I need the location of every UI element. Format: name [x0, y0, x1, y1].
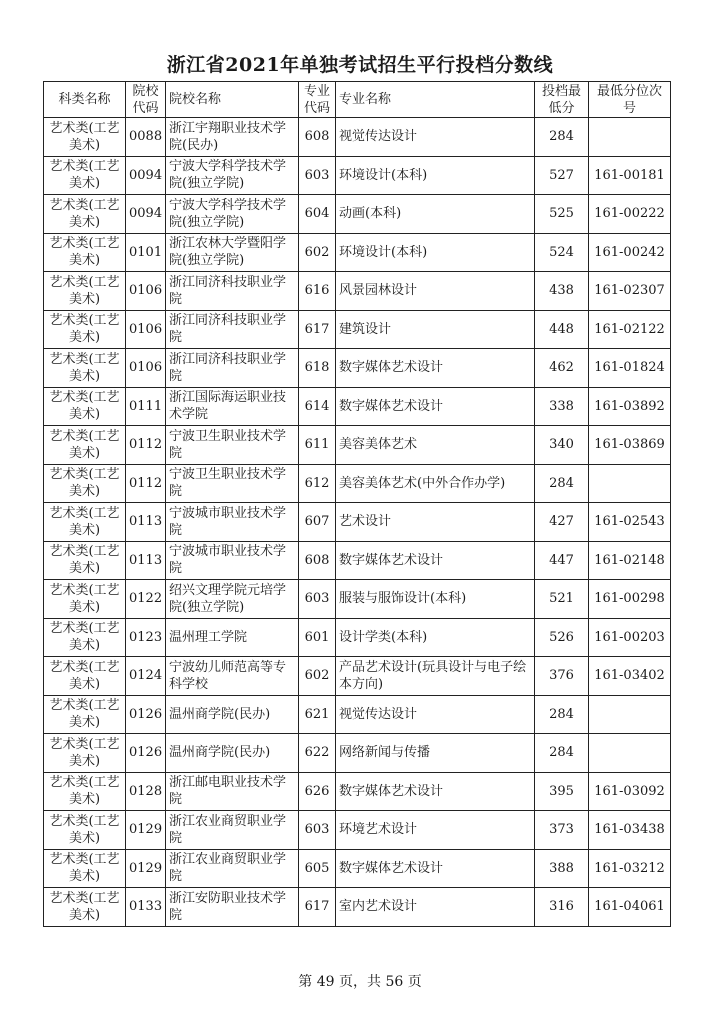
min-score-cell: 284	[535, 464, 589, 503]
major-name-cell: 美容美体艺术(中外合作办学)	[336, 464, 535, 503]
min-rank-cell: 161-02122	[589, 310, 671, 349]
page-footer: 第 49 页，共 56 页	[298, 974, 422, 990]
major-name-cell: 建筑设计	[336, 310, 535, 349]
min-rank-cell: 161-00222	[589, 195, 671, 234]
header-min-score: 投档最低分	[535, 82, 589, 118]
school-code-cell: 0124	[126, 657, 166, 696]
table-row	[44, 695, 671, 734]
category-cell: 艺术类(工艺美术)	[44, 503, 126, 542]
header-category: 科类名称	[44, 82, 126, 118]
school-code-cell: 0106	[126, 272, 166, 311]
school-name-cell: 浙江邮电职业技术学院	[166, 772, 299, 811]
school-name-cell: 温州理工学院	[166, 618, 299, 657]
category-cell: 艺术类(工艺美术)	[44, 233, 126, 272]
table-row	[44, 195, 671, 234]
school-name-cell: 浙江农业商贸职业学院	[166, 811, 299, 850]
table-row	[44, 580, 671, 619]
major-code-cell: 616	[299, 272, 336, 311]
major-name-cell: 数字媒体艺术设计	[336, 349, 535, 388]
major-name-cell: 环境艺术设计	[336, 811, 535, 850]
school-name-cell: 浙江农林大学暨阳学院(独立学院)	[166, 233, 299, 272]
major-name-cell: 环境设计(本科)	[336, 156, 535, 195]
major-code-cell: 602	[299, 657, 336, 696]
major-name-cell: 设计学类(本科)	[336, 618, 535, 657]
min-rank-cell: 161-04061	[589, 888, 671, 927]
min-score-cell: 447	[535, 541, 589, 580]
major-code-cell: 607	[299, 503, 336, 542]
min-rank-cell	[589, 734, 671, 773]
major-code-cell: 602	[299, 233, 336, 272]
table-row	[44, 657, 671, 696]
min-rank-cell: 161-02307	[589, 272, 671, 311]
min-score-cell: 388	[535, 849, 589, 888]
min-rank-cell	[589, 695, 671, 734]
min-rank-cell: 161-02148	[589, 541, 671, 580]
min-rank-cell: 161-01824	[589, 349, 671, 388]
table-row	[44, 849, 671, 888]
min-rank-cell	[589, 118, 671, 157]
table-row	[44, 156, 671, 195]
min-score-cell: 427	[535, 503, 589, 542]
min-score-cell: 462	[535, 349, 589, 388]
school-name-cell: 浙江同济科技职业学院	[166, 310, 299, 349]
min-score-cell: 340	[535, 426, 589, 465]
school-code-cell: 0123	[126, 618, 166, 657]
school-name-cell: 宁波城市职业技术学院	[166, 503, 299, 542]
table-row	[44, 888, 671, 927]
table-row	[44, 118, 671, 157]
school-code-cell: 0106	[126, 310, 166, 349]
header-min-rank: 最低分位次号	[589, 82, 671, 118]
min-score-cell: 527	[535, 156, 589, 195]
min-rank-cell: 161-03402	[589, 657, 671, 696]
school-code-cell: 0128	[126, 772, 166, 811]
category-cell: 艺术类(工艺美术)	[44, 349, 126, 388]
major-code-cell: 604	[299, 195, 336, 234]
category-cell: 艺术类(工艺美术)	[44, 195, 126, 234]
school-code-cell: 0126	[126, 695, 166, 734]
category-cell: 艺术类(工艺美术)	[44, 387, 126, 426]
table-row	[44, 618, 671, 657]
major-name-cell: 艺术设计	[336, 503, 535, 542]
min-score-cell: 526	[535, 618, 589, 657]
school-code-cell: 0113	[126, 503, 166, 542]
table-row	[44, 541, 671, 580]
school-name-cell: 宁波大学科学技术学院(独立学院)	[166, 195, 299, 234]
min-score-cell: 521	[535, 580, 589, 619]
table-row	[44, 387, 671, 426]
min-rank-cell: 161-03438	[589, 811, 671, 850]
school-code-cell: 0122	[126, 580, 166, 619]
table-row	[44, 233, 671, 272]
major-code-cell: 617	[299, 310, 336, 349]
school-name-cell: 绍兴文理学院元培学院(独立学院)	[166, 580, 299, 619]
school-name-cell: 浙江同济科技职业学院	[166, 349, 299, 388]
header-major-name: 专业名称	[336, 82, 535, 118]
major-code-cell: 608	[299, 541, 336, 580]
school-code-cell: 0129	[126, 811, 166, 850]
table-row	[44, 772, 671, 811]
major-name-cell: 视觉传达设计	[336, 118, 535, 157]
major-name-cell: 视觉传达设计	[336, 695, 535, 734]
major-name-cell: 数字媒体艺术设计	[336, 849, 535, 888]
score-table	[43, 81, 671, 927]
min-rank-cell: 161-00242	[589, 233, 671, 272]
major-name-cell: 服装与服饰设计(本科)	[336, 580, 535, 619]
school-code-cell: 0106	[126, 349, 166, 388]
category-cell: 艺术类(工艺美术)	[44, 811, 126, 850]
school-code-cell: 0112	[126, 426, 166, 465]
min-rank-cell	[589, 464, 671, 503]
table-header-row	[44, 82, 671, 118]
table-row	[44, 734, 671, 773]
min-score-cell: 316	[535, 888, 589, 927]
major-name-cell: 美容美体艺术	[336, 426, 535, 465]
min-rank-cell: 161-03892	[589, 387, 671, 426]
category-cell: 艺术类(工艺美术)	[44, 772, 126, 811]
major-name-cell: 数字媒体艺术设计	[336, 772, 535, 811]
school-name-cell: 宁波城市职业技术学院	[166, 541, 299, 580]
major-code-cell: 618	[299, 349, 336, 388]
major-code-cell: 617	[299, 888, 336, 927]
table-row	[44, 349, 671, 388]
major-code-cell: 603	[299, 811, 336, 850]
category-cell: 艺术类(工艺美术)	[44, 310, 126, 349]
min-rank-cell: 161-03869	[589, 426, 671, 465]
major-name-cell: 数字媒体艺术设计	[336, 541, 535, 580]
school-name-cell: 浙江同济科技职业学院	[166, 272, 299, 311]
category-cell: 艺术类(工艺美术)	[44, 888, 126, 927]
min-score-cell: 525	[535, 195, 589, 234]
school-name-cell: 浙江安防职业技术学院	[166, 888, 299, 927]
min-rank-cell: 161-03212	[589, 849, 671, 888]
school-code-cell: 0094	[126, 195, 166, 234]
page-title: 浙江省2021年单独考试招生平行投档分数线	[166, 54, 554, 76]
category-cell: 艺术类(工艺美术)	[44, 426, 126, 465]
category-cell: 艺术类(工艺美术)	[44, 695, 126, 734]
major-code-cell: 603	[299, 580, 336, 619]
min-score-cell: 284	[535, 734, 589, 773]
category-cell: 艺术类(工艺美术)	[44, 657, 126, 696]
school-code-cell: 0129	[126, 849, 166, 888]
min-score-cell: 524	[535, 233, 589, 272]
min-score-cell: 284	[535, 118, 589, 157]
major-name-cell: 产品艺术设计(玩具设计与电子绘本方向)	[336, 657, 535, 696]
min-score-cell: 338	[535, 387, 589, 426]
min-rank-cell: 161-00298	[589, 580, 671, 619]
table-row	[44, 272, 671, 311]
major-code-cell: 622	[299, 734, 336, 773]
school-name-cell: 宁波大学科学技术学院(独立学院)	[166, 156, 299, 195]
school-name-cell: 温州商学院(民办)	[166, 695, 299, 734]
school-code-cell: 0101	[126, 233, 166, 272]
major-code-cell: 605	[299, 849, 336, 888]
category-cell: 艺术类(工艺美术)	[44, 156, 126, 195]
table-row	[44, 464, 671, 503]
school-code-cell: 0094	[126, 156, 166, 195]
school-name-cell: 浙江国际海运职业技术学院	[166, 387, 299, 426]
min-rank-cell: 161-00203	[589, 618, 671, 657]
header-major-code: 专业代码	[299, 82, 336, 118]
school-code-cell: 0113	[126, 541, 166, 580]
min-score-cell: 376	[535, 657, 589, 696]
major-name-cell: 数字媒体艺术设计	[336, 387, 535, 426]
school-name-cell: 宁波卫生职业技术学院	[166, 426, 299, 465]
category-cell: 艺术类(工艺美术)	[44, 541, 126, 580]
category-cell: 艺术类(工艺美术)	[44, 734, 126, 773]
major-code-cell: 626	[299, 772, 336, 811]
school-name-cell: 浙江农业商贸职业学院	[166, 849, 299, 888]
major-code-cell: 621	[299, 695, 336, 734]
major-code-cell: 612	[299, 464, 336, 503]
min-score-cell: 284	[535, 695, 589, 734]
school-code-cell: 0112	[126, 464, 166, 503]
school-name-cell: 浙江宇翔职业技术学院(民办)	[166, 118, 299, 157]
major-code-cell: 614	[299, 387, 336, 426]
category-cell: 艺术类(工艺美术)	[44, 580, 126, 619]
min-score-cell: 438	[535, 272, 589, 311]
table-row	[44, 811, 671, 850]
header-school-code: 院校代码	[126, 82, 166, 118]
school-code-cell: 0133	[126, 888, 166, 927]
major-code-cell: 608	[299, 118, 336, 157]
header-school-name: 院校名称	[166, 82, 299, 118]
category-cell: 艺术类(工艺美术)	[44, 272, 126, 311]
min-rank-cell: 161-00181	[589, 156, 671, 195]
category-cell: 艺术类(工艺美术)	[44, 849, 126, 888]
school-name-cell: 宁波卫生职业技术学院	[166, 464, 299, 503]
table-row	[44, 503, 671, 542]
min-score-cell: 448	[535, 310, 589, 349]
min-rank-cell: 161-03092	[589, 772, 671, 811]
major-name-cell: 环境设计(本科)	[336, 233, 535, 272]
school-code-cell: 0111	[126, 387, 166, 426]
school-code-cell: 0088	[126, 118, 166, 157]
major-code-cell: 611	[299, 426, 336, 465]
table-row	[44, 426, 671, 465]
major-name-cell: 室内艺术设计	[336, 888, 535, 927]
table-row	[44, 310, 671, 349]
category-cell: 艺术类(工艺美术)	[44, 118, 126, 157]
major-name-cell: 网络新闻与传播	[336, 734, 535, 773]
category-cell: 艺术类(工艺美术)	[44, 464, 126, 503]
min-rank-cell: 161-02543	[589, 503, 671, 542]
major-code-cell: 601	[299, 618, 336, 657]
min-score-cell: 373	[535, 811, 589, 850]
major-code-cell: 603	[299, 156, 336, 195]
school-name-cell: 温州商学院(民办)	[166, 734, 299, 773]
category-cell: 艺术类(工艺美术)	[44, 618, 126, 657]
min-score-cell: 395	[535, 772, 589, 811]
school-name-cell: 宁波幼儿师范高等专科学校	[166, 657, 299, 696]
major-name-cell: 风景园林设计	[336, 272, 535, 311]
major-name-cell: 动画(本科)	[336, 195, 535, 234]
school-code-cell: 0126	[126, 734, 166, 773]
